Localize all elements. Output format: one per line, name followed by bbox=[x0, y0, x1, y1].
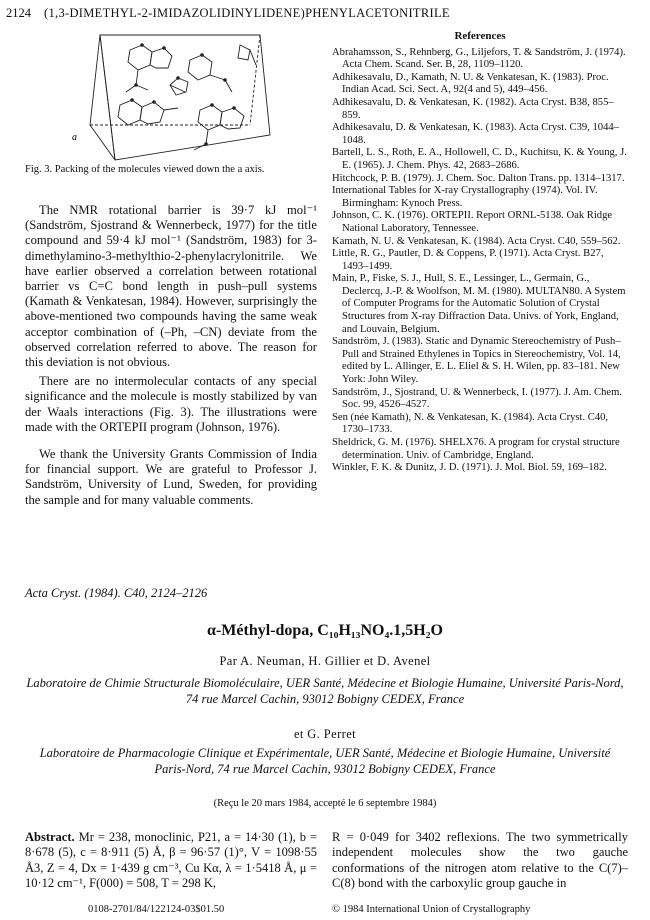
reference-item: Adhikesavalu, D. & Venkatesan, K. (1983). Acta Cryst. C39, 1044–1048. bbox=[332, 122, 619, 146]
reference-item: Hitchcock, P. B. (1979). J. Chem. Soc. Dalton Trans. pp. 1314–1317. bbox=[332, 172, 625, 184]
body-paragraph-2: There are no intermolecular contacts of any special significance and the molecule is mostly stabilized by van der Waals interactions (Fig. 3). The illustrations were made with the ORTEPII program (Johnson, 1976). bbox=[25, 374, 317, 434]
abstract-text-left: Mr = 238, monoclinic, P21, a = 14·30 (1), b = 8·678 (5), c = 8·911 (5) Å, β = 96·57 (1)°, V = 1098·55 Å3, Z = 4, Dx = 1·439 g cm⁻³, Cu Kα, λ = 1·5418 Å, μ = 10·12 cm⁻¹, F(000) = 508, T = 298 K, bbox=[25, 830, 317, 891]
additional-author: et G. Perret bbox=[293, 727, 357, 741]
reference-item: Main, P., Fiske, S. J., Hull, S. E., Lessinger, L., Germain, G., Declercq, J.-P. & Woolfson, M. M. (1980). MULTAN80. A System of Computer Programs for the Automatic Solution of Crystal Structures from X-ray Diffraction Data. Univs. of York, England, and Louvain, Belgium. bbox=[332, 273, 626, 335]
body-text bbox=[25, 203, 317, 512]
reference-item: Kamath, N. U. & Venkatesan, K. (1984). Acta Cryst. C40, 559–562. bbox=[332, 235, 621, 247]
paper-title: α-Méthyl-dopa, C₁₀H₁₃NO₄.1,5H₂O bbox=[207, 622, 443, 639]
journal-reference: Acta Cryst. (1984). C40, 2124–2126 bbox=[25, 586, 208, 600]
page-number: 2124 bbox=[6, 6, 31, 20]
authors: Par A. Neuman, H. Gillier et D. Avenel bbox=[219, 654, 431, 668]
reference-item: Little, R. G., Pautler, D. & Coppens, P. (1971). Acta Cryst. B27, 1493–1499. bbox=[332, 248, 604, 272]
reference-item: Winkler, F. K. & Dunitz, J. D. (1971). J. Mol. Biol. 59, 169–182. bbox=[332, 462, 607, 474]
references bbox=[332, 30, 628, 475]
reference-item: International Tables for X-ray Crystallography (1974). Vol. IV. Birmingham: Kynoch Press. bbox=[332, 185, 598, 209]
reference-item: Johnson, C. K. (1976). ORTEPII. Report ORNL-5138. Oak Ridge National Laboratory, Tennessee. bbox=[332, 210, 613, 234]
reference-item: Adhikesavalu, D., Kamath, N. U. & Venkatesan, K. (1983). Proc. Indian Acad. Sci. Sect. A, 92(4 and 5), 449–456. bbox=[332, 71, 609, 96]
abstract-left bbox=[25, 830, 317, 892]
affiliation-1: Laboratoire de Chimie Structurale Biomoléculaire, UER Santé, Médecine et Biologie Humaine, Université Paris-Nord, 74 rue Marcel Cachin, 93012 Bobigny CEDEX, France bbox=[26, 676, 624, 706]
received-dates: (Reçu le 20 mars 1984, accepté le 6 septembre 1984) bbox=[213, 798, 437, 809]
reference-item: Sen (née Kamath), N. & Venkatesan, K. (1984). Acta Cryst. C40, 1730–1733. bbox=[332, 411, 609, 436]
footer-copyright: © 1984 International Union of Crystallography bbox=[332, 904, 531, 915]
body-paragraph-1: The NMR rotational barrier is 39·7 kJ mol⁻¹ (Sandström, Sjostrand & Wennerbeck, 1977) for the title compound and 59·4 kJ mol⁻¹ (Sandström, 1983) for 3-dimethylamino-3-methylthio-2-phenylacrylonitrile. We have earlier observed a correlation between rotational barrier vs C=C bond length in push–pull systems (Kamath & Venkatesan, 1984). However, surprisingly the above-mentioned two compounds having the same weak acceptor combination of (–Ph, –CN) deviate from the observed correlation referred to above. The reason for this deviation is not obvious. bbox=[25, 203, 317, 370]
axis-label: a bbox=[72, 132, 77, 143]
references-heading: References bbox=[454, 30, 506, 42]
packing-diagram bbox=[60, 30, 300, 165]
abstract-label: Abstract. bbox=[25, 830, 75, 844]
affiliation-2: Laboratoire de Pharmacologie Clinique et Expérimentale, UER Santé, Médecine et Biologie Humaine, Université Paris-Nord, 74 rue Marcel Cachin, 93012 Bobigny CEDEX, France bbox=[39, 746, 611, 776]
reference-item: Sandström, J. (1983). Static and Dynamic Stereochemistry of Push–Pull and Strained Ethylenes in Topics in Stereochemistry, Vol. 14, edited by L. Allinger, E. L. Eliel & S. H. Wilen, pp. 83–181. New York: John Wiley. bbox=[332, 336, 621, 386]
reference-item: Sandström, J., Sjostrand, U. & Wennerbeck, I. (1977). J. Am. Chem. Soc. 99, 4526–4527. bbox=[332, 386, 622, 411]
figure-caption: Fig. 3. Packing of the molecules viewed down the a axis. bbox=[25, 164, 265, 175]
abstract-text-right: R = 0·049 for 3402 reflexions. The two symmetrically independent molecules show the two gauche conformations of the nitrogen atom relative to the C(7)–C(8) bond with the carboxylic group gauche in bbox=[332, 830, 628, 891]
acknowledgement: We thank the University Grants Commission of India for financial support. We are grateful to Professor J. Sandström, University of Lund, Sweden, for providing the sample and for many valuable comments. bbox=[25, 447, 317, 507]
packing-figure bbox=[60, 30, 300, 165]
reference-item: Adhikesavalu, D. & Venkatesan, K. (1982). Acta Cryst. B38, 855–859. bbox=[332, 96, 614, 121]
reference-item: Sheldrick, G. M. (1976). SHELX76. A program for crystal structure determination. Univ. of Cambridge, England. bbox=[332, 437, 620, 461]
reference-item: Bartell, L. S., Roth, E. A., Hollowell, C. D., Kuchitsu, K. & Young, J. E. (1965). J. Chem. Phys. 42, 2683–2686. bbox=[332, 147, 627, 171]
footer-code: 0108-2701/84/122124-03$01.50 bbox=[88, 904, 225, 915]
reference-item: Abrahamsson, S., Rehnberg, G., Liljefors, T. & Sandström, J. (1974). Acta Chem. Scand. Ser. B, 28, 1109–1120. bbox=[332, 46, 626, 71]
running-title: (1,3-DIMETHYL-2-IMIDAZOLIDINYLIDENE)PHENYLACETONITRILE bbox=[44, 6, 450, 20]
